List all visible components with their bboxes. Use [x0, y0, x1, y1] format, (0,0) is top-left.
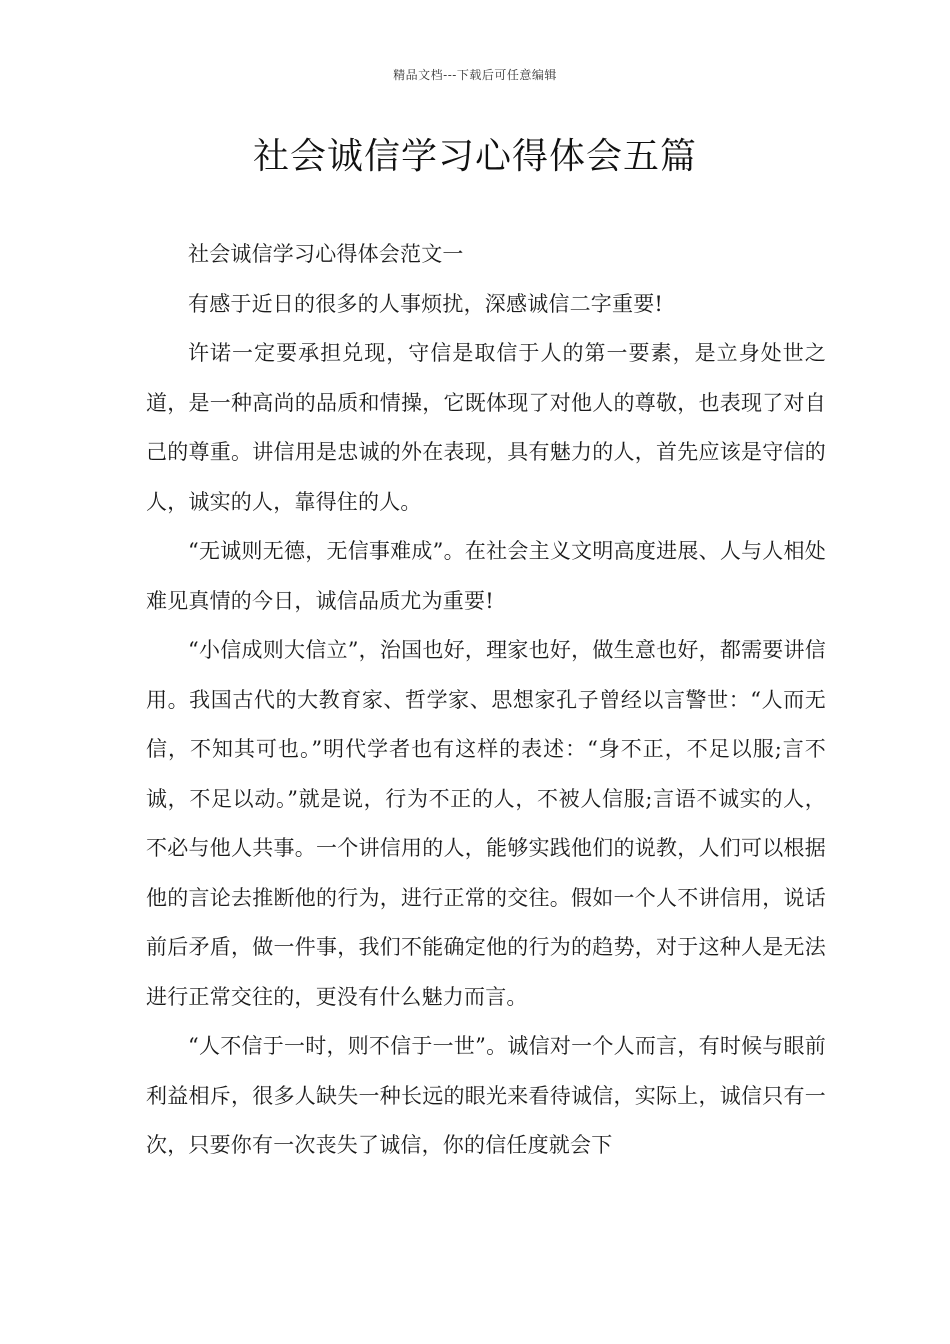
paragraph: 有感于近日的很多的人事烦扰，深感诚信二字重要! — [188, 291, 664, 316]
header-note: 精品文档---下载后可任意编辑 — [393, 68, 557, 82]
paragraph: “人不信于一时，则不信于一世”。诚信对一个人而言，有时候与眼前利益相斥，很多人缺失一种长远的眼光来看待诚信，实际上，诚信只有一次，只要你有一次丧失了诚信，你的信任度就会下 — [146, 1034, 826, 1157]
paragraph: 许诺一定要承担兑现，守信是取信于人的第一要素，是立身处世之道，是一种高尚的品质和情操，它既体现了对他人的尊敬，也表现了对自己的尊重。讲信用是忠诚的外在表现，具有魅力的人，首先应该是守信的人，诚实的人，靠得住的人。 — [146, 341, 826, 514]
document-body — [146, 230, 826, 1171]
document-title: 社会诚信学习心得体会五篇 — [252, 136, 697, 177]
paragraph-subtitle: 社会诚信学习心得体会范文一 — [188, 242, 464, 266]
paragraph: “小信成则大信立”，治国也好，理家也好，做生意也好，都需要讲信用。我国古代的大教育家、哲学家、思想家孔子曾经以言警世：“人而无信，不知其可也。”明代学者也有这样的表述：“身不正，不足以服;言不诚，不足以动。”就是说，行为不正的人，不被人信服;言语不诚实的人，不必与他人共事。一个讲信用的人，能够实践他们的说教，人们可以根据他的言论去推断他的行为，进行正常的交往。假如一个人不讲信用，说话前后矛盾，做一件事，我们不能确定他的行为的趋势，对于这种人是无法进行正常交往的，更没有什么魅力而言。 — [146, 638, 826, 1009]
paragraph: “无诚则无德，无信事难成”。在社会主义文明高度进展、人与人相处难见真情的今日，诚信品质尤为重要! — [146, 539, 826, 613]
